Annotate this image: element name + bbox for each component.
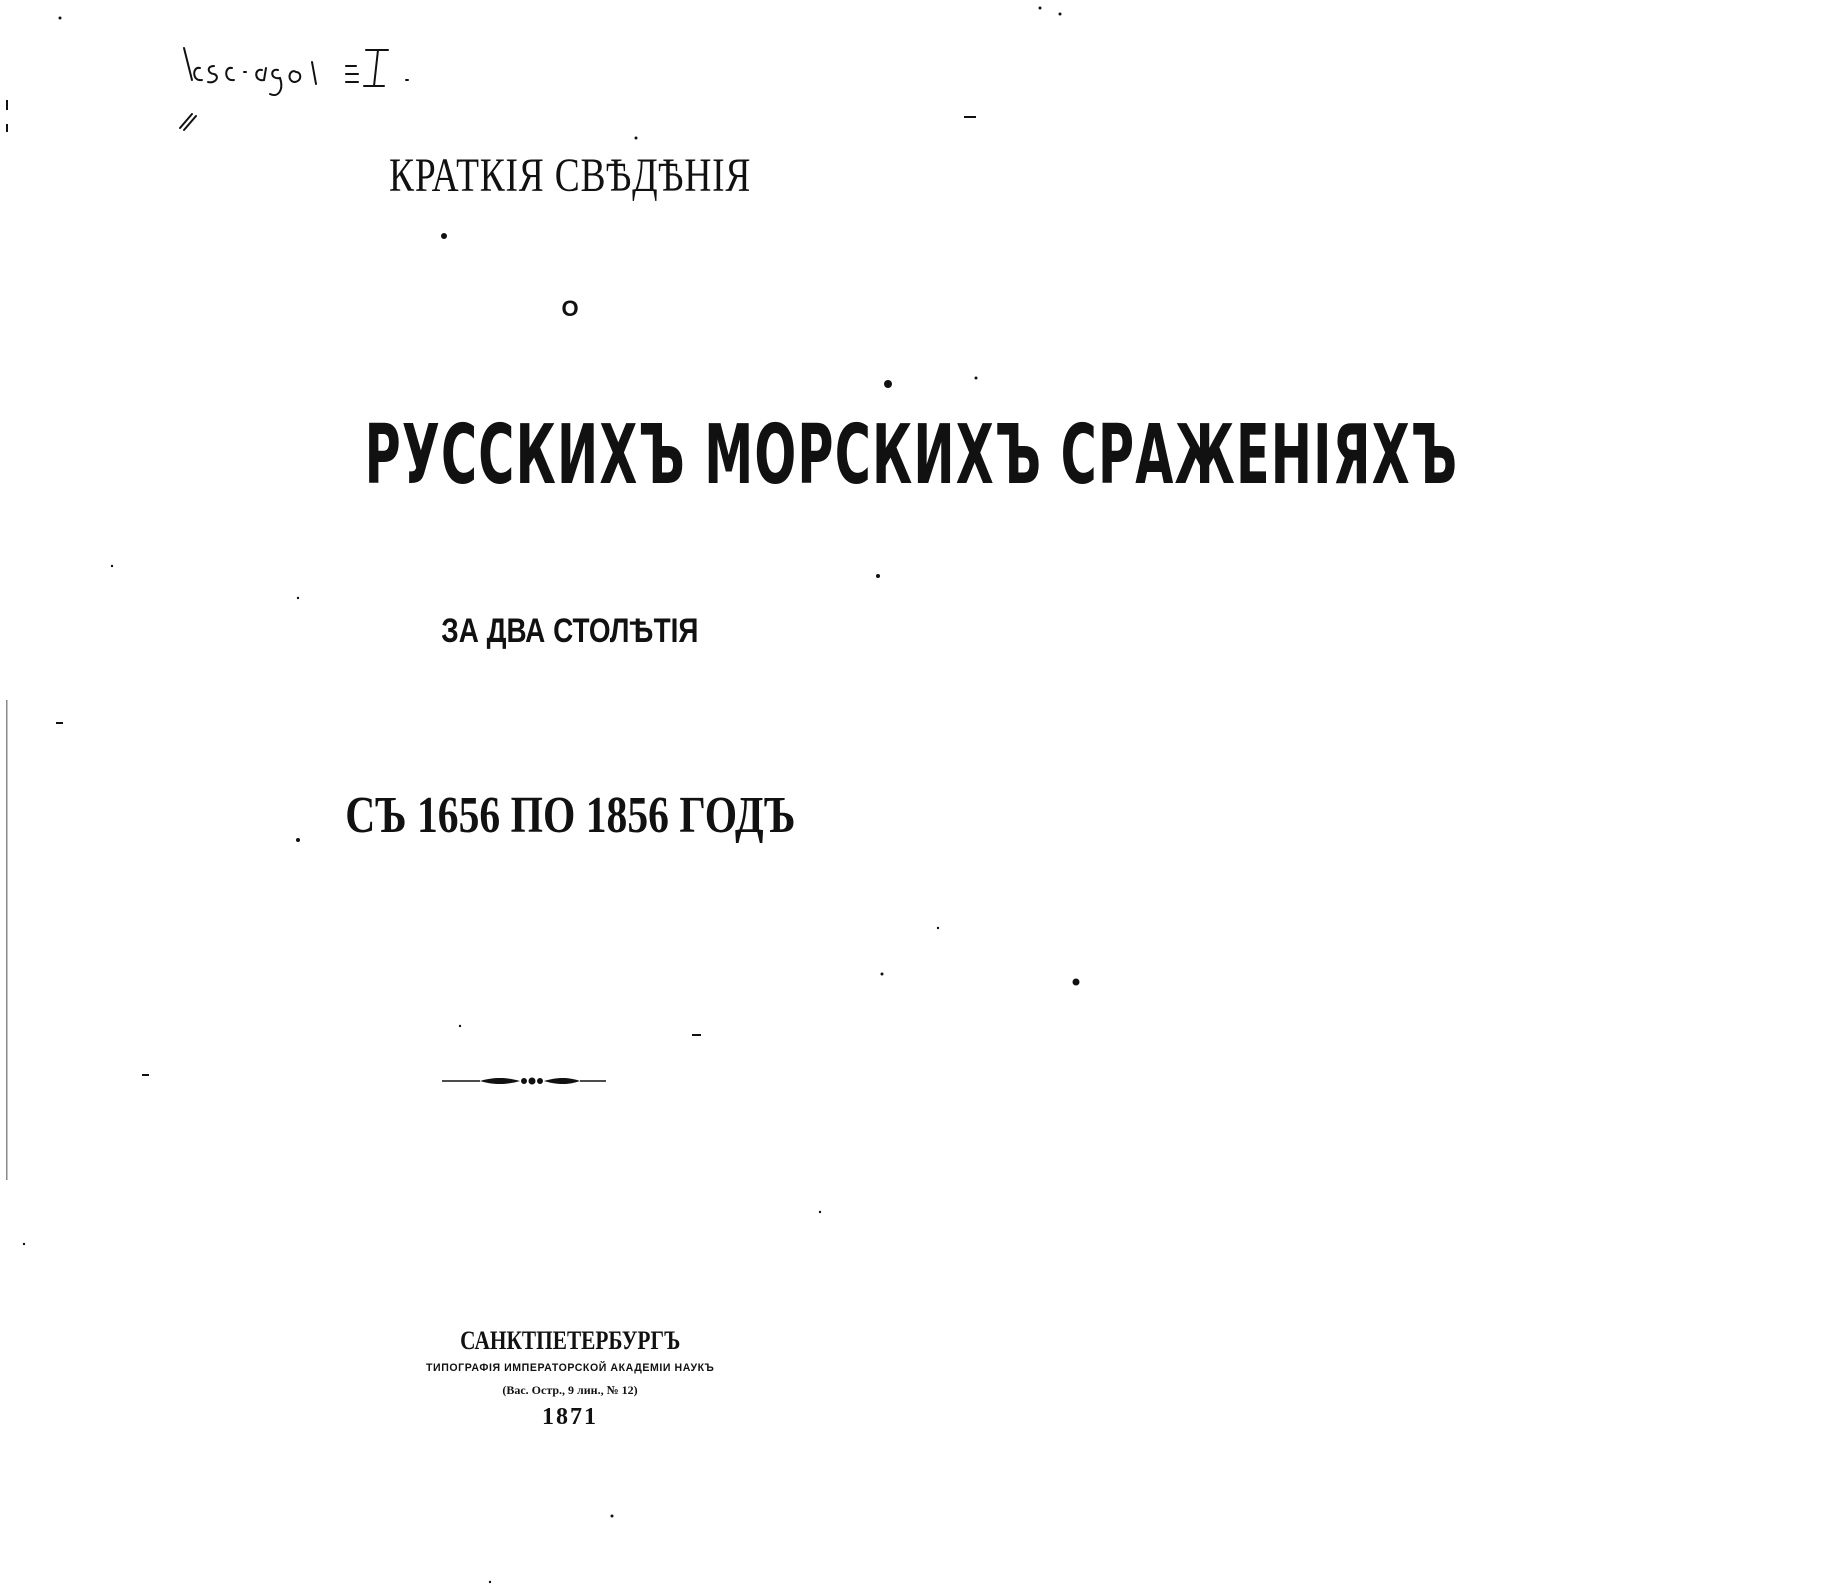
imprint-year-text: 1871 <box>542 1404 598 1430</box>
title-line-4-text: ЗА ДВА СТОЛѢТІЯ <box>441 612 699 650</box>
imprint-city <box>0 1326 1140 1356</box>
title-main-heading <box>0 408 1459 503</box>
title-line-1 <box>0 148 1140 203</box>
imprint-press <box>0 1362 1140 1374</box>
title-line-3-text: РУССКИХЪ МОРСКИХЪ СРАЖЕНІЯХЪ <box>364 408 1459 503</box>
title-line-2-text: О <box>561 296 579 321</box>
title-line-1-text: КРАТКІЯ СВѢДѢНІЯ <box>388 149 752 202</box>
title-line-2 <box>0 296 1140 322</box>
imprint-address-text: (Вас. Остр., 9 лин., № 12) <box>502 1383 638 1397</box>
title-line-4 <box>0 612 1140 651</box>
imprint-year <box>0 1404 1140 1431</box>
title-line-5 <box>0 786 1140 845</box>
ornamental-rule <box>440 1070 608 1092</box>
imprint-address <box>0 1383 1140 1398</box>
title-line-5-text: СЪ 1656 ПО 1856 ГОДЪ <box>344 787 796 844</box>
handwritten-annotation <box>170 32 500 142</box>
imprint-city-text: САНКТПЕТЕРБУРГЪ <box>459 1326 681 1355</box>
imprint-press-text: ТИПОГРАФІЯ ИМПЕРАТОРСКОЙ АКАДЕМІИ НАУКЪ <box>425 1362 715 1374</box>
